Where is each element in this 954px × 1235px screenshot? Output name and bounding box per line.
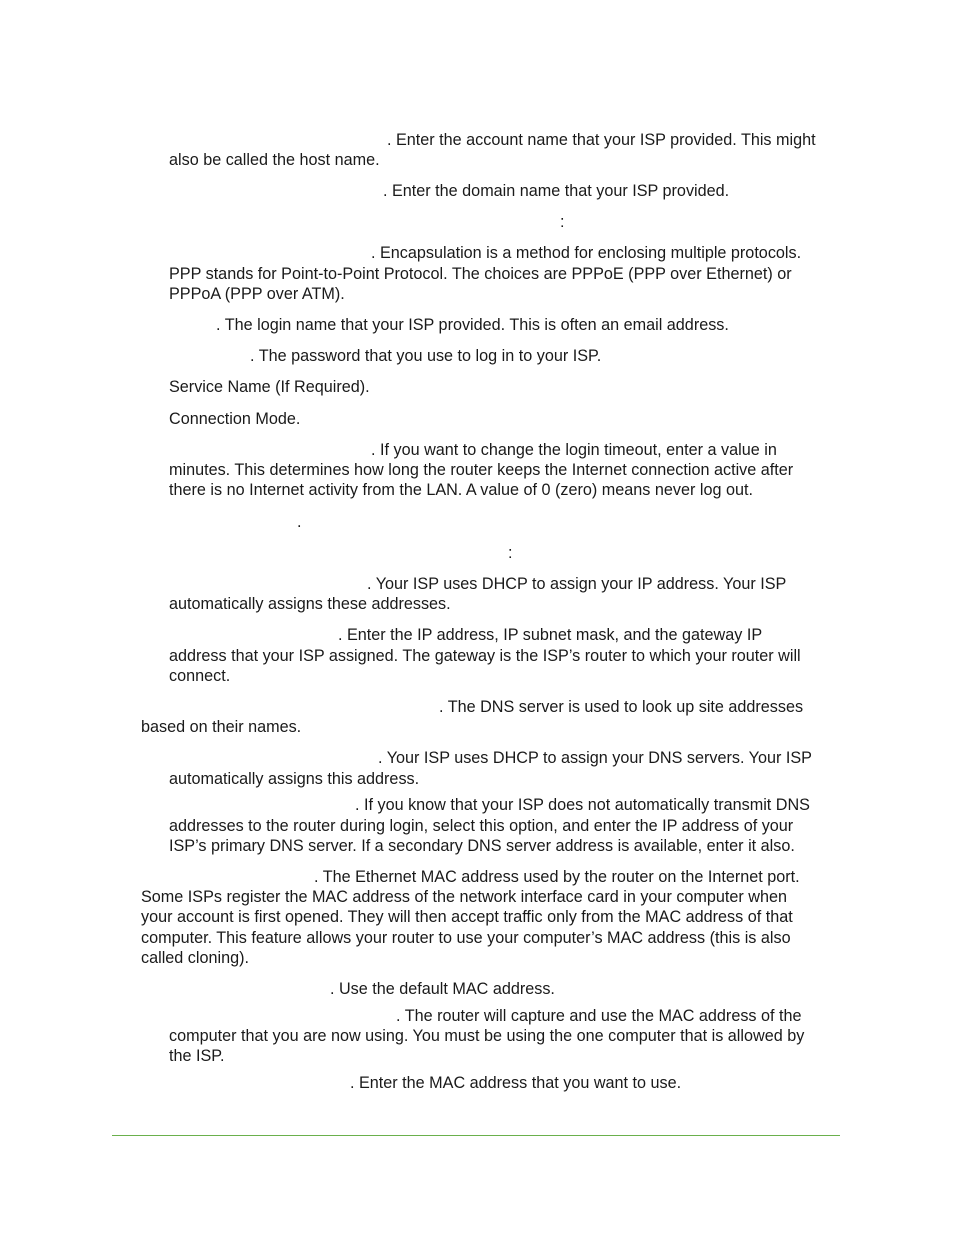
dynamic-ip-text-2: automatically assigns these addresses. [169, 595, 451, 613]
pppoe-heading-colon: : [560, 213, 565, 231]
mac-address-text-1: . The Ethernet MAC address used by the router on the Internet port. [314, 868, 800, 886]
encapsulation-text-1: . Encapsulation is a method for enclosing multiple protocols. [371, 244, 802, 262]
static-ip-text-3: connect. [169, 667, 231, 685]
mac-default-text: . Use the default MAC address. [330, 980, 555, 998]
account-name-text-2: also be called the host name. [169, 151, 380, 169]
dns-auto-text-2: automatically assigns this address. [169, 770, 420, 788]
idle-timeout-text-1: . If you want to change the login timeout, enter a value in [371, 441, 777, 459]
period-standalone: . [297, 513, 302, 531]
mac-address-text-3: your account is first opened. They will then accept traffic only from the MAC address of that [141, 908, 793, 926]
dns-these-text-2: addresses to the router during login, select this option, and enter the IP address of your [169, 817, 794, 835]
password-text: . The password that you use to log in to your ISP. [250, 347, 602, 365]
dns-these-text-3: ISP’s primary DNS server. If a secondary DNS server address is available, enter it also. [169, 837, 795, 855]
static-ip-text-1: . Enter the IP address, IP subnet mask, and the gateway IP [338, 626, 763, 644]
dns-text-2: based on their names. [141, 718, 302, 736]
encapsulation-text-3: PPPoA (PPP over ATM). [169, 285, 345, 303]
mac-address-text-5: called cloning). [141, 949, 249, 967]
service-name-text: Service Name (If Required). [169, 378, 370, 396]
dns-auto-text-1: . Your ISP uses DHCP to assign your DNS servers. Your ISP [378, 749, 812, 767]
mac-computer-text-2: computer that you are now using. You must be using the one computer that is allowed by [169, 1027, 805, 1045]
ip-address-heading-colon: : [508, 544, 513, 562]
idle-timeout-text-3: there is no Internet activity from the LAN. A value of 0 (zero) means never log out. [169, 481, 753, 499]
footer-divider [112, 1135, 840, 1136]
mac-this-text: . Enter the MAC address that you want to use. [350, 1074, 682, 1092]
static-ip-text-2: address that your ISP assigned. The gateway is the ISP’s router to which your router will [169, 647, 801, 665]
mac-address-text-4: computer. This feature allows your router to use your computer’s MAC address (this is also [141, 929, 791, 947]
connection-mode-text: Connection Mode. [169, 410, 301, 428]
mac-computer-text-1: . The router will capture and use the MAC address of the [396, 1007, 802, 1025]
dns-text-1: . The DNS server is used to look up site addresses [439, 698, 804, 716]
mac-computer-text-3: the ISP. [169, 1047, 225, 1065]
mac-address-text-2: Some ISPs register the MAC address of the network interface card in your computer when [141, 888, 787, 906]
account-name-text-1: . Enter the account name that your ISP provided. This might [387, 131, 816, 149]
idle-timeout-text-2: minutes. This determines how long the router keeps the Internet connection active after [169, 461, 794, 479]
login-text: . The login name that your ISP provided. This is often an email address. [216, 316, 729, 334]
encapsulation-text-2: PPP stands for Point-to-Point Protocol. The choices are PPPoE (PPP over Ethernet) or [169, 265, 792, 283]
dynamic-ip-text-1: . Your ISP uses DHCP to assign your IP address. Your ISP [367, 575, 787, 593]
domain-name-text: . Enter the domain name that your ISP provided. [383, 182, 730, 200]
dns-these-text-1: . If you know that your ISP does not automatically transmit DNS [355, 796, 810, 814]
